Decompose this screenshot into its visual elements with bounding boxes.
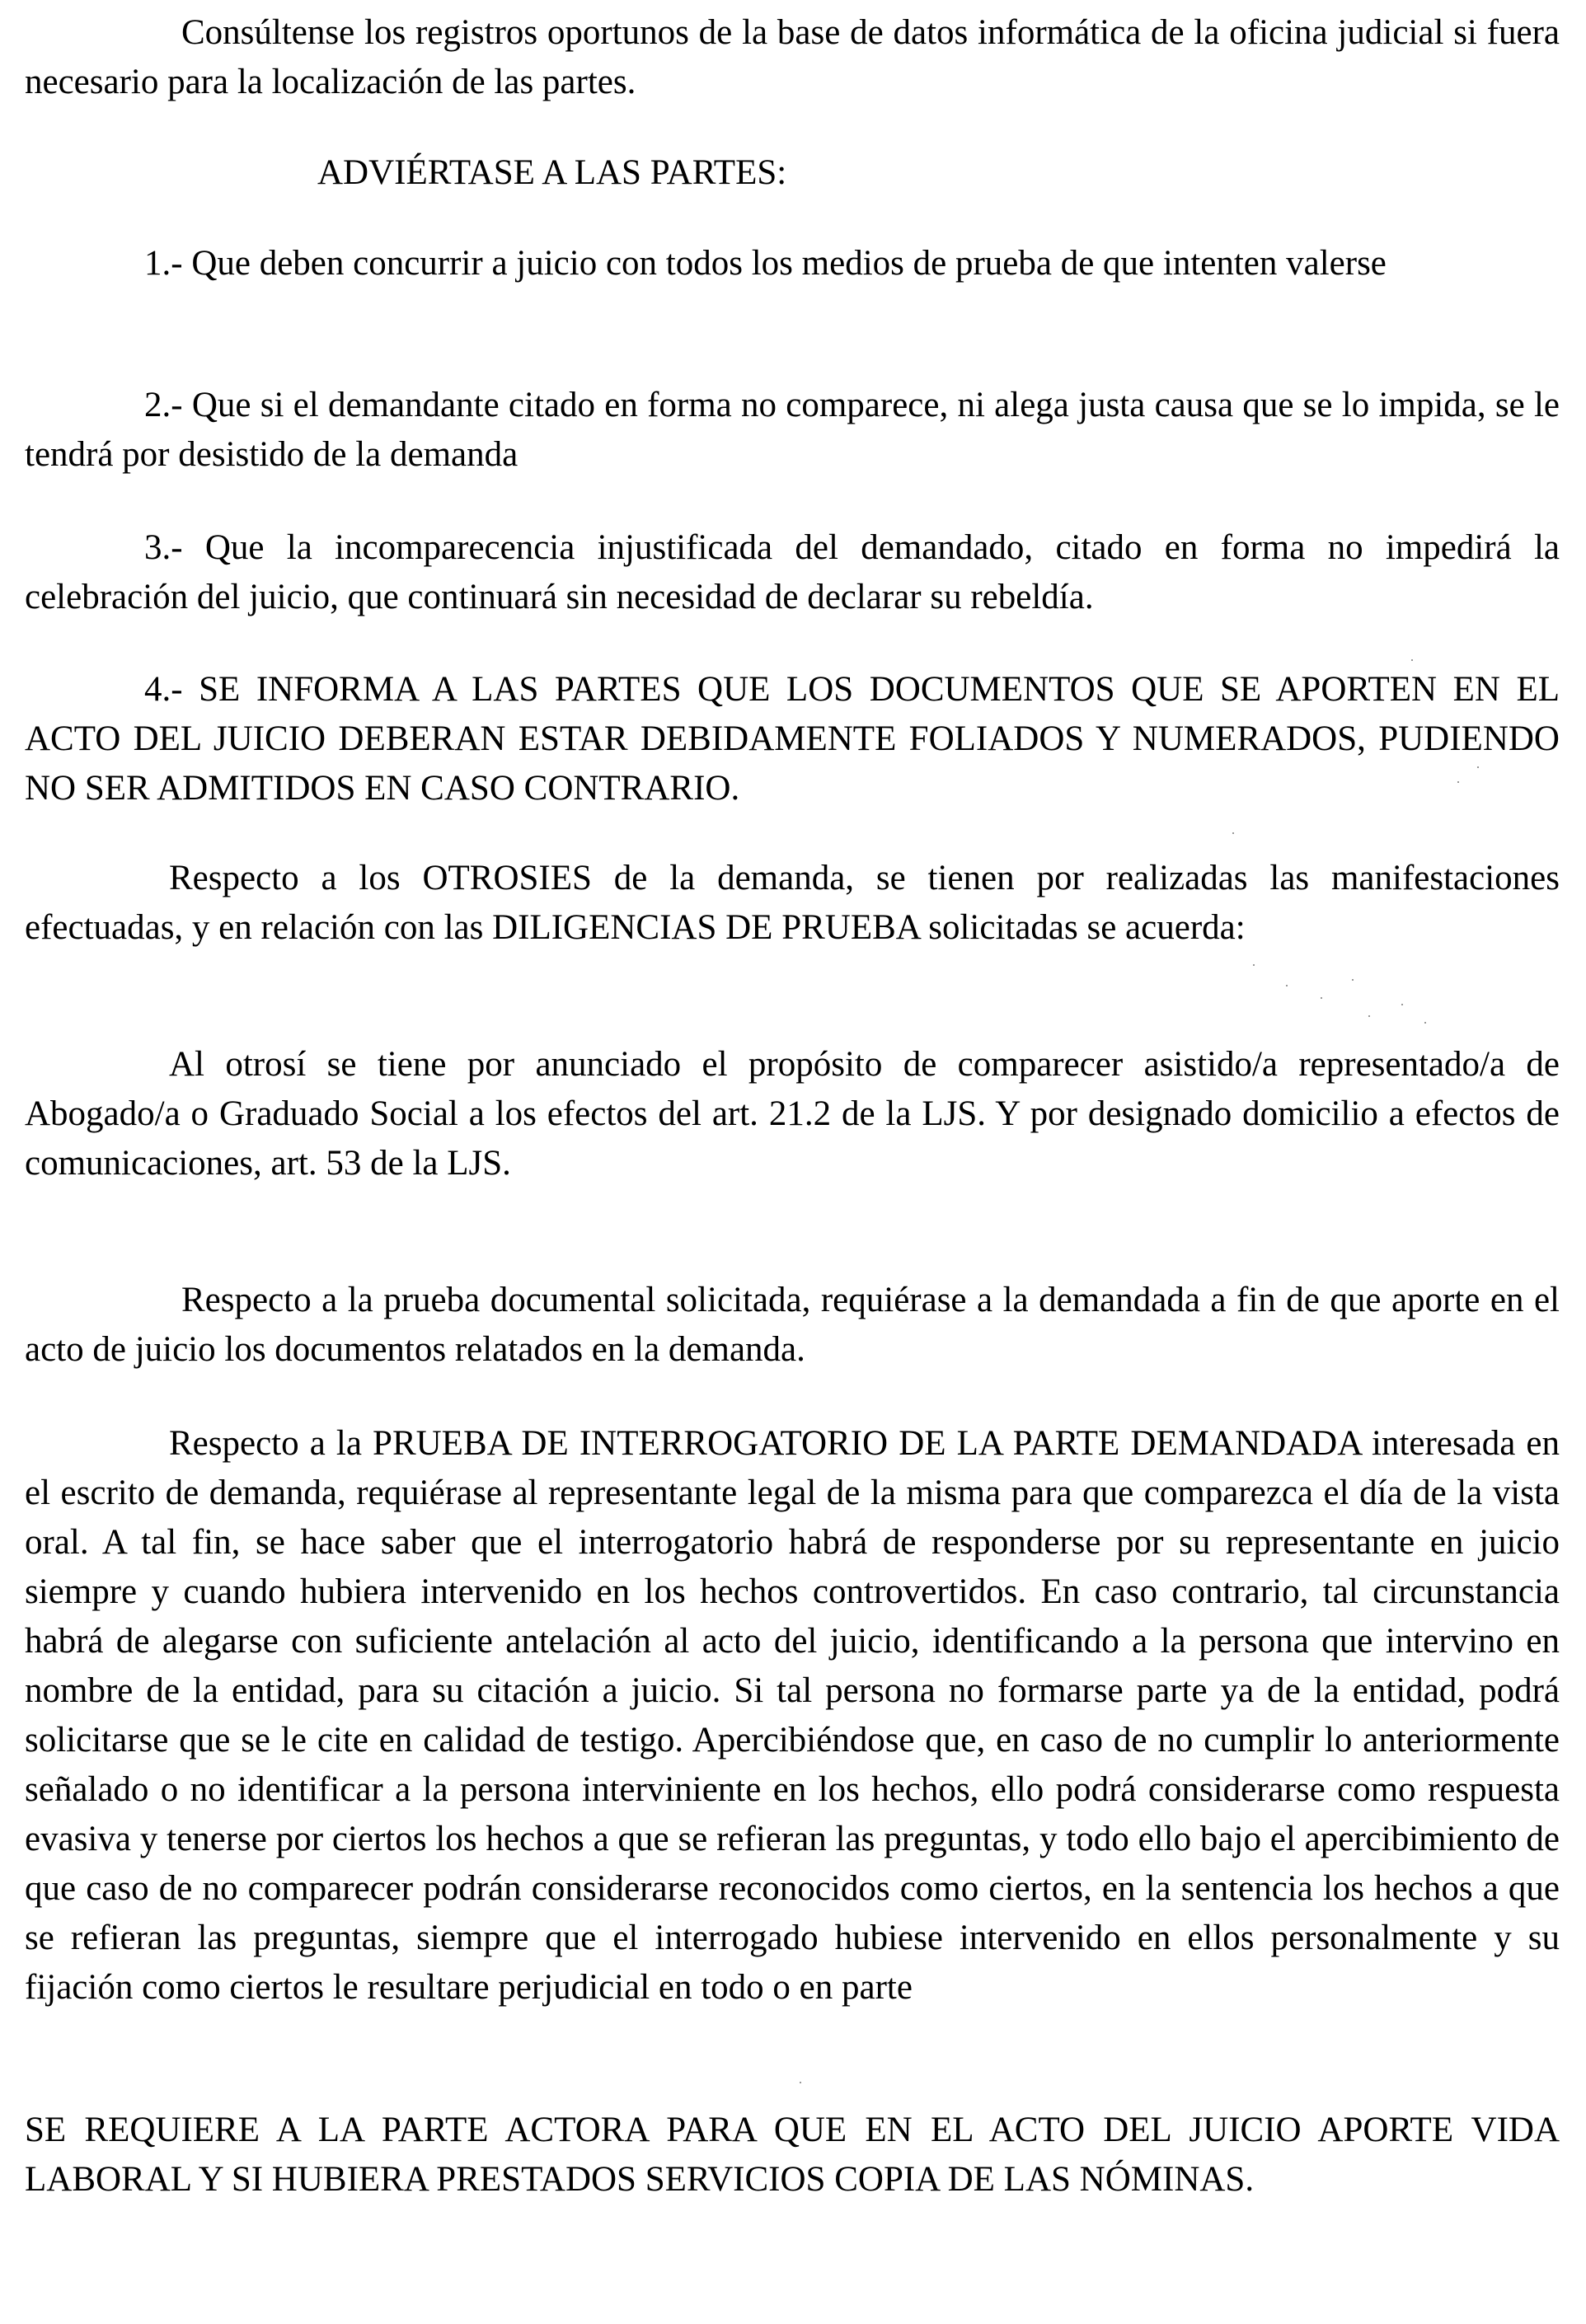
interrogatorio-paragraph: Respecto a la PRUEBA DE INTERROGATORIO DE LA PARTE DEMANDADA interesada en el escrito de demanda, requiérase al representante legal de la misma para que comparezca el día de la vista oral. A tal fin, se hace saber que el interrogatorio habrá de responderse por su representante en juicio siempre y cuando hubiera intervenido en los hechos controvertidos. En caso contrario, tal circunstancia habrá de alegarse con suficiente antelación al acto del juicio, identificando a la persona que intervino en nombre de la entidad, para su citación a juicio. Si tal persona no formarse parte ya de la entidad, podrá solicitarse que se le cite en calidad de testigo. Apercibiéndose que, en caso de no cumplir lo anteriormente señalado o no identificar a la persona interviniente en los hechos, ello podrá considerarse como respuesta evasiva y tenerse por ciertos los hechos a que se refieran las preguntas, y todo ello bajo el apercibimiento de que caso de no comparecer podrán considerarse reconocidos como ciertos, en la sentencia los hechos a que se refieran las preguntas, siempre que el interrogado hubiese intervenido en ellos personalmente y su fijación como ciertos le resultare perjudicial en todo o en parte [25, 1424, 1560, 2007]
warning-item-3: 3.- Que la incomparecencia injustificada del demandado, citado en forma no impedirá la celebración del juicio, que continuará sin necesidad de declarar su rebeldía. [25, 528, 1560, 616]
requerimiento-paragraph: SE REQUIERE A LA PARTE ACTORA PARA QUE EN EL ACTO DEL JUICIO APORTE VIDA LABORAL Y SI HUBIERA PRESTADOS SERVICIOS COPIA DE LAS NÓMINAS. [25, 2111, 1560, 2199]
scan-speck [1401, 1004, 1403, 1005]
otrosies-paragraph: Respecto a los OTROSIES de la demanda, se tienen por realizadas las manifestaciones efectuadas, y en relación con las DILIGENCIAS DE PRUEBA solicitadas se acuerda: [25, 859, 1560, 947]
scan-speck [1286, 985, 1288, 986]
scan-speck [1253, 964, 1255, 966]
scan-speck [1411, 659, 1413, 661]
documental-paragraph: Respecto a la prueba documental solicitada, requiérase a la demandada a fin de que aporte en el acto de juicio los documentos relatados en la demanda. [25, 1281, 1560, 1369]
scan-speck [1368, 1015, 1370, 1017]
scan-speck [1352, 979, 1354, 981]
scan-speck [1457, 781, 1459, 783]
scan-speck [1232, 832, 1234, 834]
intro-paragraph: Consúltense los registros oportunos de la base de datos informática de la oficina judicial si fuera necesario para la localización de las partes. [25, 13, 1560, 101]
warning-heading: ADVIÉRTASE A LAS PARTES: [317, 153, 787, 192]
scan-speck [1477, 766, 1479, 768]
otrosi-paragraph: Al otrosí se tiene por anunciado el propósito de comparecer asistido/a representado/a de Abogado/a o Graduado Social a los efectos del art. 21.2 de la LJS. Y por designado domicilio a efectos de comunicaciones, art. 53 de la LJS. [25, 1045, 1560, 1183]
warning-item-1: 1.- Que deben concurrir a juicio con todos los medios de prueba de que intenten valerse [144, 244, 1387, 283]
scan-speck [1424, 1022, 1426, 1024]
scan-speck [800, 2082, 801, 2083]
scan-speck [1321, 997, 1322, 999]
warning-item-4: 4.- SE INFORMA A LAS PARTES QUE LOS DOCUMENTOS QUE SE APORTEN EN EL ACTO DEL JUICIO DEBERAN ESTAR DEBIDAMENTE FOLIADOS Y NUMERADOS, PUDIENDO NO SER ADMITIDOS EN CASO CONTRARIO. [25, 670, 1560, 808]
warning-item-2: 2.- Que si el demandante citado en forma no comparece, ni alega justa causa que se lo impida, se le tendrá por desistido de la demanda [25, 386, 1560, 474]
